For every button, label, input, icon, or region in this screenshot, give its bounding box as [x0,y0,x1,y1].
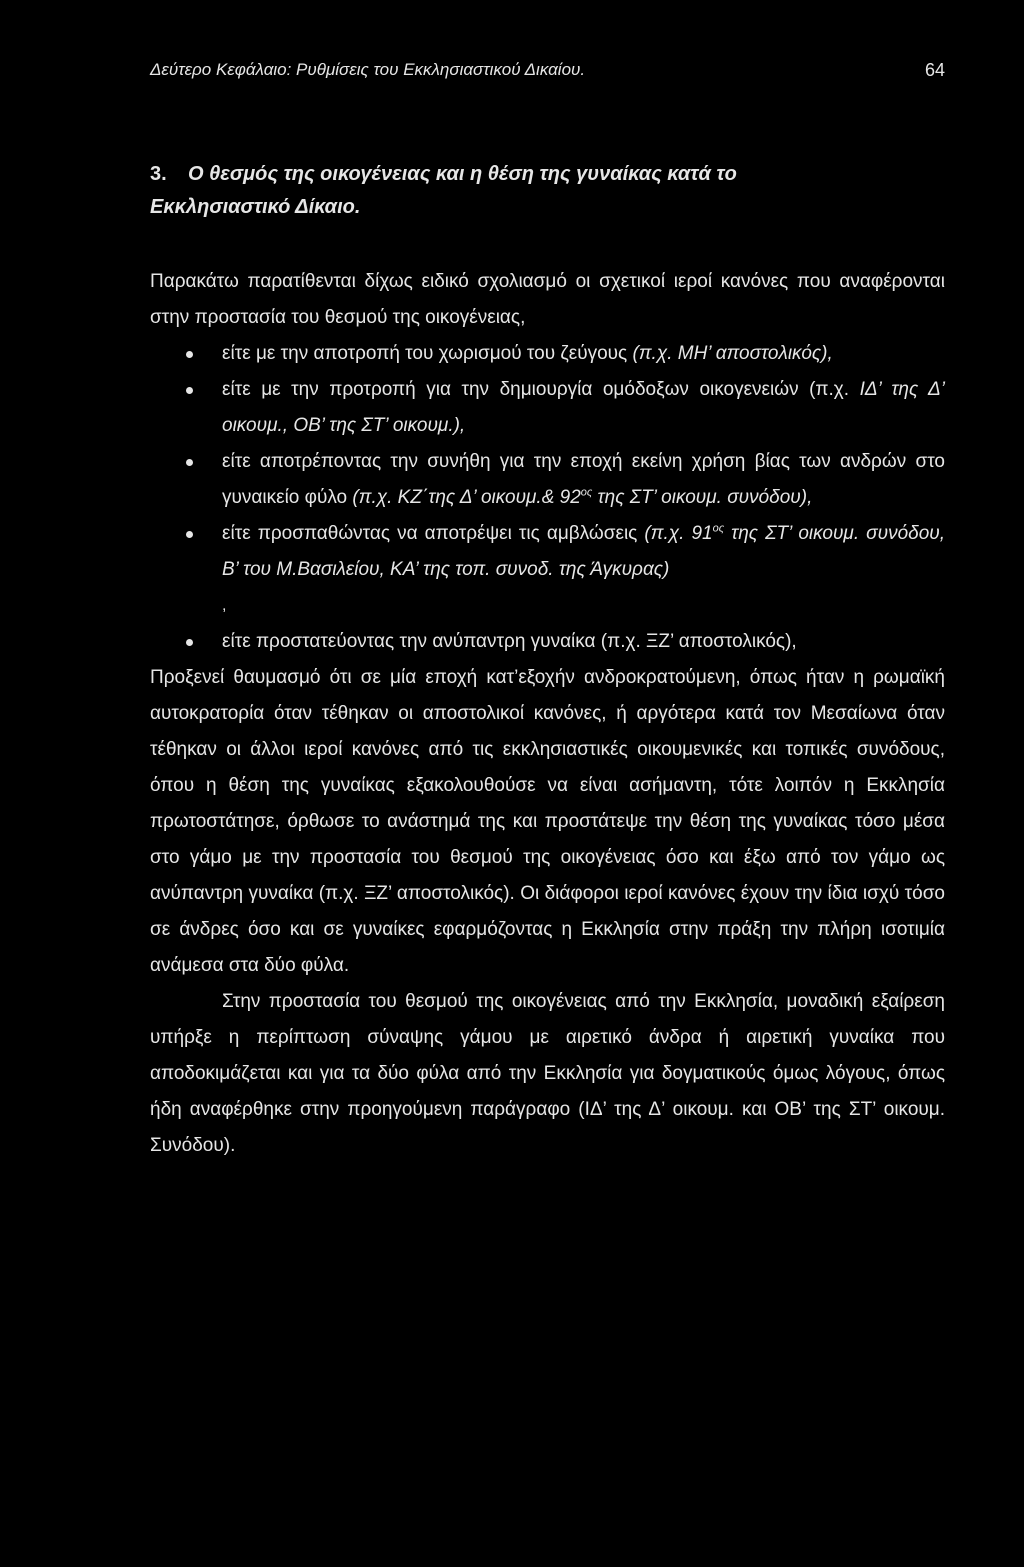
section-title [150,158,945,224]
list-item [150,516,945,588]
list-item-text: είτε αποτρέποντας την συνήθη για την εποχή εκείνη χρήση βίας των ανδρών στο γυναικείο φύλο [222,451,945,508]
list-item-text: είτε με την προτροπή για την δημιουργία ομόδοξων οικογενειών (π.χ. [222,379,860,400]
ordinal-suffix: ος [712,522,725,535]
list-item-reference: (π.χ. 91 [644,523,713,544]
bullet-icon [186,351,193,358]
page-number: 64 [924,60,945,80]
list-item [150,444,945,516]
ordinal-suffix: ος [580,486,593,499]
body-paragraph: Στην προστασία του θεσμού της οικογένειας από την Εκκλησία, μοναδική εξαίρεση υπήρξε η περίπτωση σύναψης γάμου με αιρετικό άνδρα ή αιρετική γυναίκα που αποδοκιμάζεται και για τα δύο φύλα από την Εκκλησία για δογματικούς όμως λόγους, όπως ήδη αναφέρθηκε στην προηγούμενη παράγραφο (ΙΔ’ της Δ’ οικουμ. και ΟΒ’ της ΣΤ’ οικουμ. Συνόδου). [150,991,945,1156]
list-item [150,624,945,660]
list-item [150,372,945,444]
intro-paragraph: Παρακάτω παρατίθενται δίχως ειδικό σχολιασμό οι σχετικοί ιεροί κανόνες που αναφέρονται στην προστασία του θεσμού της οικογένειας, [150,271,945,328]
body-paragraph: Προξενεί θαυμασμό ότι σε μία εποχή κατ’εξοχήν ανδροκρατούμενη, όπως ήταν η ρωμαϊκή αυτοκρατορία όταν τέθηκαν οι αποστολικοί κανόνες, ή αργότερα κατά τον Μεσαίωνα όταν τέθηκαν οι άλλοι ιεροί κανόνες από τις εκκλησιαστικές οικουμενικές και τοπικές συνόδους, όπου η θέση της γυναίκας εξακολουθούσε να είναι ασήμαντη, τότε λοιπόν η Εκκλησία πρωτοστάτησε, όρθωσε το ανάστημά της και προστάτεψε την θέση της γυναίκας τόσο μέσα στο γάμο με την προστασία του θεσμού της οικογένειας όσο και έξω από τον γάμο ως ανύπαντρη γυναίκα (π.χ. ΞΖ’ αποστολικός). Οι διάφοροι ιεροί κανόνες έχουν την ίδια ισχύ τόσο σε άνδρες όσο και σε γυναίκες εφαρμόζοντας η Εκκλησία στην πράξη την πλήρη ισοτιμία ανάμεσα στα δύο φύλα. [150,667,945,976]
list-item-reference: ΙΔ’ της Δ’ οικουμ., ΟΒ’ της ΣΤ’ οικουμ.), [222,379,945,436]
list-item-reference: (π.χ. ΜΗ’ αποστολικός), [632,343,833,364]
list-item-text: είτε προστατεύοντας την ανύπαντρη γυναίκα (π.χ. ΞΖ’ αποστολικός), [222,631,797,652]
bullet-icon [186,387,193,394]
list-item-text: είτε προσπαθώντας να αποτρέψει τις αμβλώσεις [222,523,645,544]
bullet-icon [186,459,193,466]
section-number: 3. [150,163,167,185]
bullet-icon [186,639,193,646]
canons-list-continued [150,624,945,660]
list-item-text: είτε με την αποτροπή του χωρισμού του ζεύγους [222,343,633,364]
list-item-reference: της ΣΤ’ οικουμ. συνόδου), [592,487,813,508]
running-header [150,60,945,90]
section-title-line2: Εκκλησιαστικό Δίκαιο. [150,196,361,218]
list-item [150,336,945,372]
chapter-title: Δεύτερο Κεφάλαιο: Ρυθμίσεις του Εκκλησιαστικού Δικαίου. [150,60,586,79]
bullet-icon [186,531,193,538]
stray-comma: , [222,597,227,614]
list-item-reference: της ΣΤ’ οικουμ. συνόδου, Β’ του Μ.Βασιλείου, ΚΑ’ της τοπ. συνοδ. της Άγκυρας) [222,523,946,580]
list-item-reference: (π.χ. ΚΖ΄της Δ’ οικουμ.& 92 [352,487,581,508]
section-heading [150,158,945,224]
section-title-line1: Ο θεσμός της οικογένειας και η θέση της γυναίκας κατά το [188,163,737,185]
document-page [150,60,945,1164]
canons-list [150,336,945,588]
